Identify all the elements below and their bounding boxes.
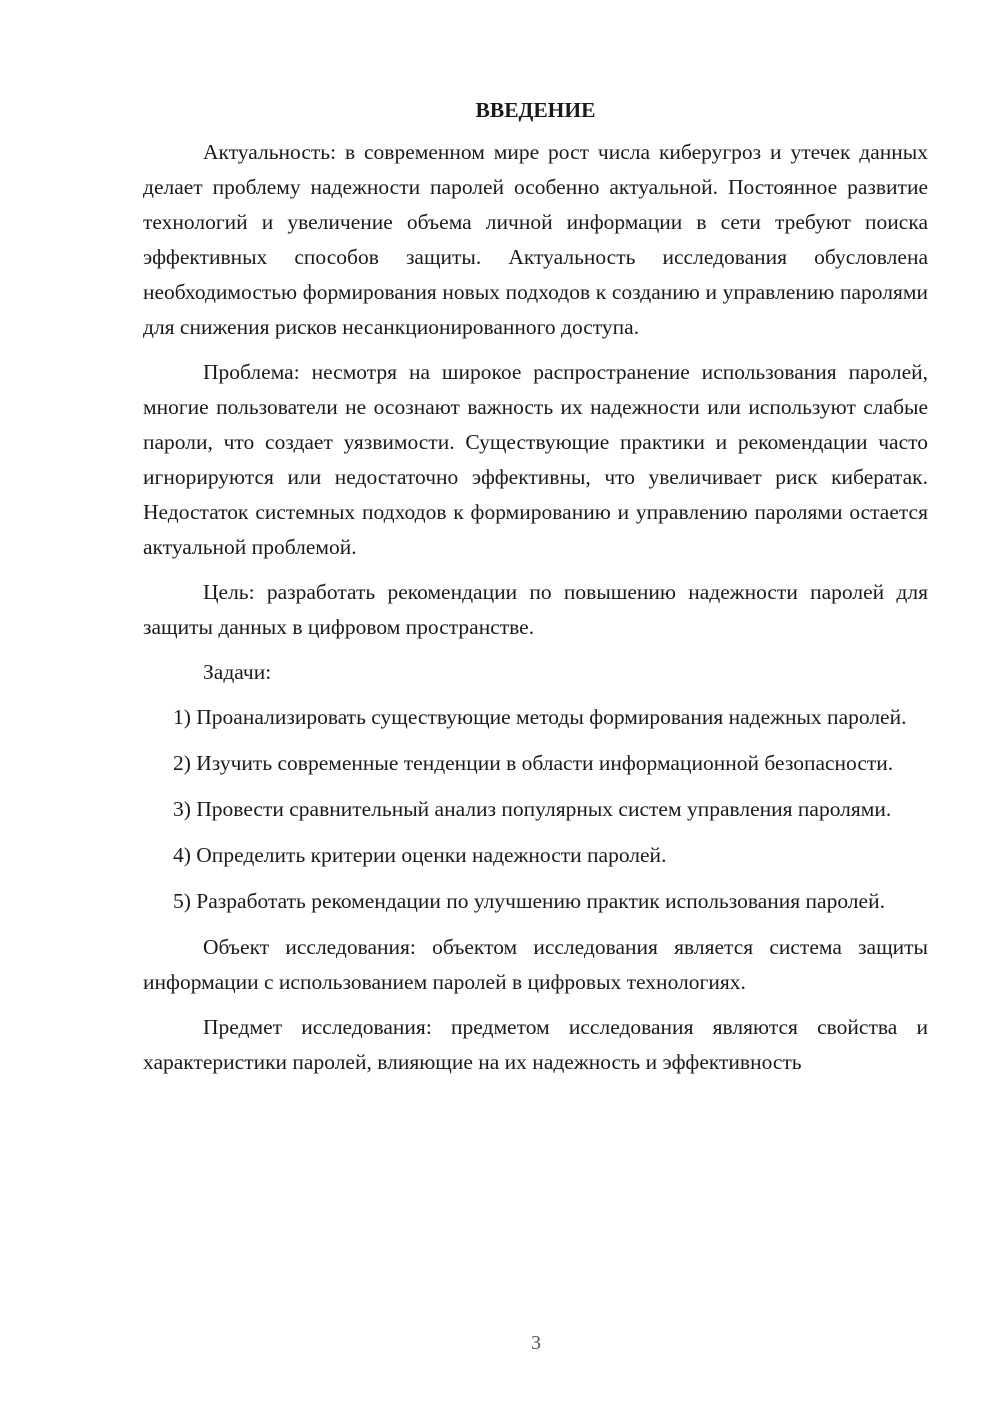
- task-item-4: 4) Определить критерии оценки надежности паролей.: [173, 843, 667, 867]
- paragraph-subject: Предмет исследования: предметом исследования являются свойства и характеристики паролей, влияющие на их надежность и эффективность: [143, 1015, 928, 1074]
- task-item-2: 2) Изучить современные тенденции в области информационной безопасности.: [173, 751, 894, 775]
- task-item-3: 3) Провести сравнительный анализ популярных систем управления паролями.: [173, 797, 892, 821]
- task-item-1: 1) Проанализировать существующие методы формирования надежных паролей.: [173, 705, 907, 729]
- page-body: [143, 93, 928, 1080]
- paragraph-problem: Проблема: несмотря на широкое распространение использования паролей, многие пользователи не осознают важность их надежности или используют слабые пароли, что создает уязвимости. Существующие практики и рекомендации часто игнорируются или недостаточно эффективны, что увеличивает риск кибератак. Недостаток системных подходов к формированию и управлению паролями остается актуальной проблемой.: [143, 360, 928, 559]
- section-heading: ВВЕДЕНИЕ: [475, 98, 596, 122]
- task-item-5: 5) Разработать рекомендации по улучшению практик использования паролей.: [173, 889, 885, 913]
- paragraph-tasks-label: Задачи:: [203, 660, 272, 684]
- paragraph-relevance: Актуальность: в современном мире рост числа киберугроз и утечек данных делает проблему надежности паролей особенно актуальной. Постоянное развитие технологий и увеличение объема личной информации в сети требуют поиска эффективных способов защиты. Актуальность исследования обусловлена необходимостью формирования новых подходов к созданию и управлению паролями для снижения рисков несанкционированного доступа.: [143, 140, 928, 339]
- page-number: 3: [531, 1332, 541, 1354]
- paragraph-object: Объект исследования: объектом исследования является система защиты информации с использованием паролей в цифровых технологиях.: [143, 935, 928, 994]
- paragraph-goal: Цель: разработать рекомендации по повышению надежности паролей для защиты данных в цифровом пространстве.: [143, 580, 928, 639]
